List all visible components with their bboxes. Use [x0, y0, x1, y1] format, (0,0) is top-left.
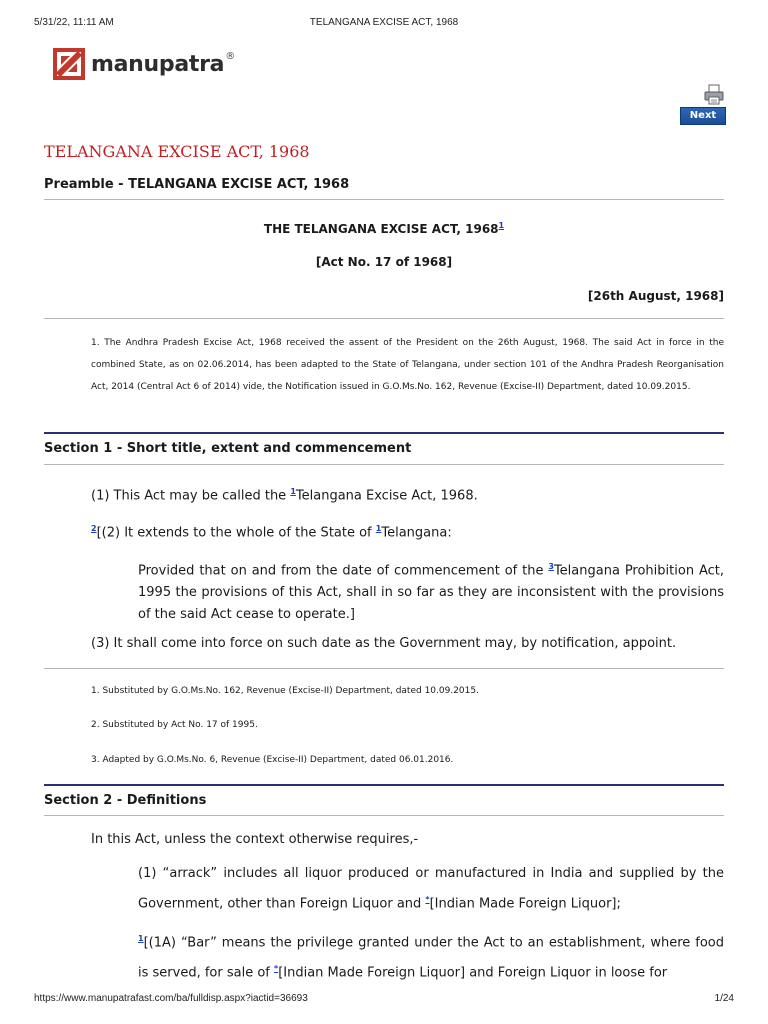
clause-text: (1) “arrack” includes all liquor produced or manufactured in India and supplied by the Government, other than Foreign Liquor and — [138, 866, 724, 912]
section-divider — [44, 432, 724, 434]
print-title: TELANGANA EXCISE ACT, 1968 — [309, 17, 459, 28]
footnote-link[interactable]: 2 — [91, 524, 97, 533]
print-footer — [0, 991, 768, 1011]
act-title-text: THE TELANGANA EXCISE ACT, 1968 — [263, 222, 499, 236]
section-1-clause-1 — [91, 480, 724, 507]
clause-text: [Indian Made Foreign Liquor] and Foreign Liquor in loose for — [278, 965, 668, 981]
section-1-proviso — [138, 555, 724, 626]
act-title — [44, 220, 724, 236]
footnote-link[interactable]: * — [274, 964, 279, 974]
clause-text: [(2) It extends to the whole of the State of — [96, 525, 376, 541]
clause-text: Telangana Prohibition Act, 1995 the provisions of this Act, shall in so far as they are inconsistent with the provisions of the said Act cease to operate.] — [138, 563, 724, 623]
clause-text: [Indian Made Foreign Liquor]; — [429, 896, 621, 912]
section-1-clause-3: (3) It shall come into force on such date as the Government may, by notification, appoint. — [91, 636, 677, 651]
act-date: [26th August, 1968] — [587, 289, 724, 303]
print-datetime: 5/31/22, 11:11 AM — [34, 17, 114, 28]
printer-icon[interactable] — [703, 84, 725, 106]
clause-text: Provided that on and from the date of commencement of the — [138, 563, 549, 579]
section-1-clause-2 — [91, 517, 724, 544]
divider — [44, 199, 724, 200]
section-1-footnote: 1. Substituted by G.O.Ms.No. 162, Revenue (Excise-II) Department, dated 10.09.2015. — [91, 686, 479, 696]
footnote-link[interactable]: 1 — [290, 487, 296, 496]
section-1-footnote: 2. Substituted by Act No. 17 of 1995. — [91, 720, 258, 730]
divider — [44, 464, 724, 465]
print-header — [0, 0, 768, 30]
section-1-heading: Section 1 - Short title, extent and commencement — [44, 441, 412, 456]
page-number: 1/24 — [714, 993, 734, 1004]
divider — [44, 318, 724, 319]
footnote-link[interactable]: 1 — [498, 221, 505, 230]
document-title: TELANGANA EXCISE ACT, 1968 — [44, 142, 310, 161]
print-url: https://www.manupatrafast.com/ba/fulldisp.aspx?iactid=36693 — [34, 993, 308, 1004]
footnote-link[interactable]: 1 — [375, 524, 382, 533]
section-divider — [44, 784, 724, 786]
section-2-intro: In this Act, unless the context otherwise requires,- — [91, 832, 419, 847]
definition-1 — [138, 861, 724, 916]
clause-text: Telangana: — [381, 525, 452, 541]
divider — [44, 815, 724, 816]
clause-text: (1) This Act may be called the — [91, 488, 291, 504]
clause-text: [(1A) “Bar” means the privilege granted under the Act to an establishment, where food is served, for sale of — [138, 935, 724, 981]
footnote-link[interactable]: 3 — [548, 562, 554, 571]
definition-1a — [138, 925, 724, 986]
manupatra-logo-icon — [52, 47, 86, 81]
section-1-footnote: 3. Adapted by G.O.Ms.No. 6, Revenue (Excise-II) Department, dated 06.01.2016. — [91, 755, 454, 765]
preamble-heading: Preamble - TELANGANA EXCISE ACT, 1968 — [44, 177, 350, 192]
registered-mark: ® — [225, 50, 236, 62]
section-2-heading: Section 2 - Definitions — [44, 793, 207, 808]
manupatra-logo[interactable] — [52, 46, 235, 82]
logo-wordmark: manupatra — [91, 51, 225, 77]
divider — [44, 668, 724, 669]
footnote-link[interactable]: 1 — [138, 934, 144, 943]
next-button[interactable]: Next — [680, 107, 726, 125]
act-number: [Act No. 17 of 1968] — [315, 255, 453, 269]
footnote-link[interactable]: * — [425, 895, 430, 904]
clause-text: Telangana Excise Act, 1968. — [295, 488, 478, 504]
preamble-footnote: 1. The Andhra Pradesh Excise Act, 1968 received the assent of the President on the 26th August, 1968. The said Act in force in the combined State, as on 02.06.2014, has been adapted to the State of Telangana, under section 101 of the Andhra Pradesh Reorganisation Act, 2014 (Central Act 6 of 2014) vide, the Notification issued in G.O.Ms.No. 162, Revenue (Excise-II) Department, dated 10.09.2015. — [91, 338, 724, 392]
